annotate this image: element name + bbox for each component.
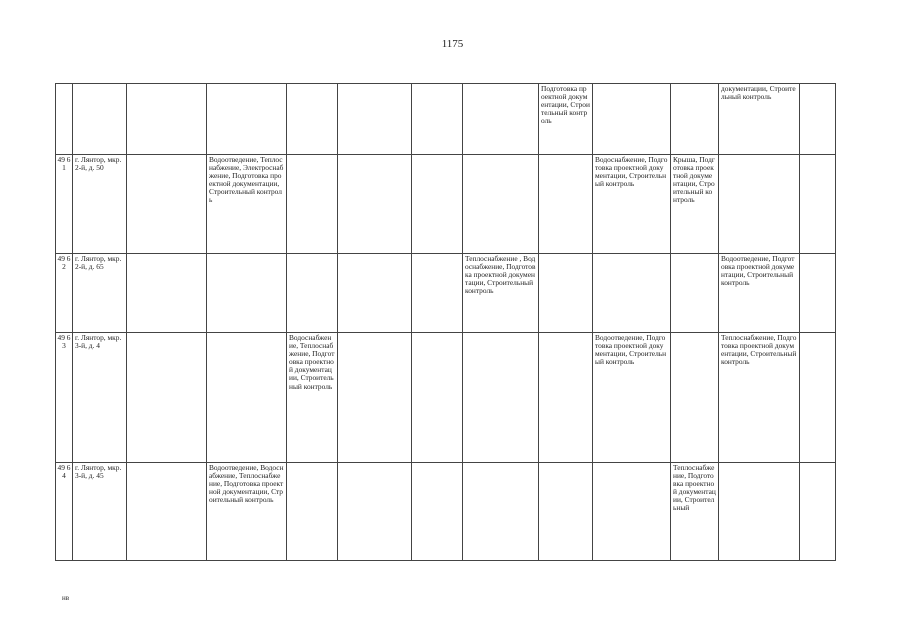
works-cell: документации, Строительный контроль: [719, 84, 800, 155]
address-cell: г. Лянтор, мкр. 2-й, д. 50: [73, 155, 127, 254]
works-cell: [593, 463, 671, 561]
works-cell: [671, 254, 719, 333]
works-cell: [463, 463, 539, 561]
works-cell: [539, 333, 593, 463]
works-cell: [463, 333, 539, 463]
works-cell: [127, 84, 207, 155]
table-row: [56, 84, 836, 155]
works-cell: Водоотведение, Подготовка проектной документации, Строительный контроль: [719, 254, 800, 333]
table-row: [56, 155, 836, 254]
works-cell: [338, 333, 412, 463]
page-number: 1175: [441, 38, 464, 50]
row-number-cell: 49 64: [56, 463, 73, 561]
works-cell: [127, 254, 207, 333]
works-cell: [463, 155, 539, 254]
works-cell: [127, 155, 207, 254]
works-cell: [207, 333, 287, 463]
works-cell: [800, 254, 836, 333]
works-cell: [800, 333, 836, 463]
works-cell: Водоснабжение, Подготовка проектной документации, Строительный контроль: [593, 155, 671, 254]
works-cell: [338, 463, 412, 561]
works-cell: [207, 254, 287, 333]
works-cell: [287, 463, 338, 561]
works-cell: [207, 84, 287, 155]
works-cell: [719, 155, 800, 254]
table-row: [56, 333, 836, 463]
works-cell: [287, 84, 338, 155]
row-number-cell: 49 62: [56, 254, 73, 333]
works-cell: [593, 84, 671, 155]
works-cell: [671, 333, 719, 463]
address-cell: г. Лянтор, мкр. 3-й, д. 4: [73, 333, 127, 463]
works-cell: [593, 254, 671, 333]
works-cell: [287, 254, 338, 333]
works-cell: [412, 463, 463, 561]
works-cell: [338, 84, 412, 155]
address-cell: [73, 84, 127, 155]
works-cell: Теплоснабжение, Подготовка проектной документации, Строительный контроль: [719, 333, 800, 463]
row-number-cell: 49 61: [56, 155, 73, 254]
works-cell: Водоотведение, Водоснабжение, Теплоснабжение, Подготовка проектной документации, Строительный контроль: [207, 463, 287, 561]
address-cell: г. Лянтор, мкр. 3-й, д. 45: [73, 463, 127, 561]
works-cell: [800, 155, 836, 254]
works-cell: [412, 254, 463, 333]
row-number-cell: 49 63: [56, 333, 73, 463]
works-cell: [338, 254, 412, 333]
works-cell: [463, 84, 539, 155]
works-cell: Водоотведение, Подготовка проектной документации, Строительный контроль: [593, 333, 671, 463]
works-cell: [127, 463, 207, 561]
works-cell: [127, 333, 207, 463]
works-cell: [539, 463, 593, 561]
works-cell: [539, 254, 593, 333]
row-number-cell: [56, 84, 73, 155]
table-row: [56, 254, 836, 333]
works-cell: [287, 155, 338, 254]
table-row: [56, 463, 836, 561]
works-cell: Водоотведение, Теплоснабжение, Электроснабжение, Подготовка проектной документации, Строительный контроль: [207, 155, 287, 254]
works-cell: [412, 333, 463, 463]
address-cell: г. Лянтор, мкр. 2-й, д. 65: [73, 254, 127, 333]
works-cell: Теплоснабжение , Водоснабжение, Подготовка проектной документации, Строительный контроль: [463, 254, 539, 333]
works-cell: [719, 463, 800, 561]
works-cell: Теплоснабжение, Подготовка проектной документации, Строительный: [671, 463, 719, 561]
works-schedule-table: [55, 83, 836, 561]
works-cell: Подготовка проектной документации, Строительный контроль: [539, 84, 593, 155]
works-cell: [412, 155, 463, 254]
works-cell: [539, 155, 593, 254]
works-cell: Водоснабжение, Теплоснабжение, Подготовка проектной документации, Строительный контроль: [287, 333, 338, 463]
works-cell: [412, 84, 463, 155]
works-cell: [800, 84, 836, 155]
works-cell: [800, 463, 836, 561]
works-cell: [671, 84, 719, 155]
footer-mark: нв: [62, 594, 70, 602]
works-cell: Крыша, Подготовка проектной документации, Строительный контроль: [671, 155, 719, 254]
works-cell: [338, 155, 412, 254]
